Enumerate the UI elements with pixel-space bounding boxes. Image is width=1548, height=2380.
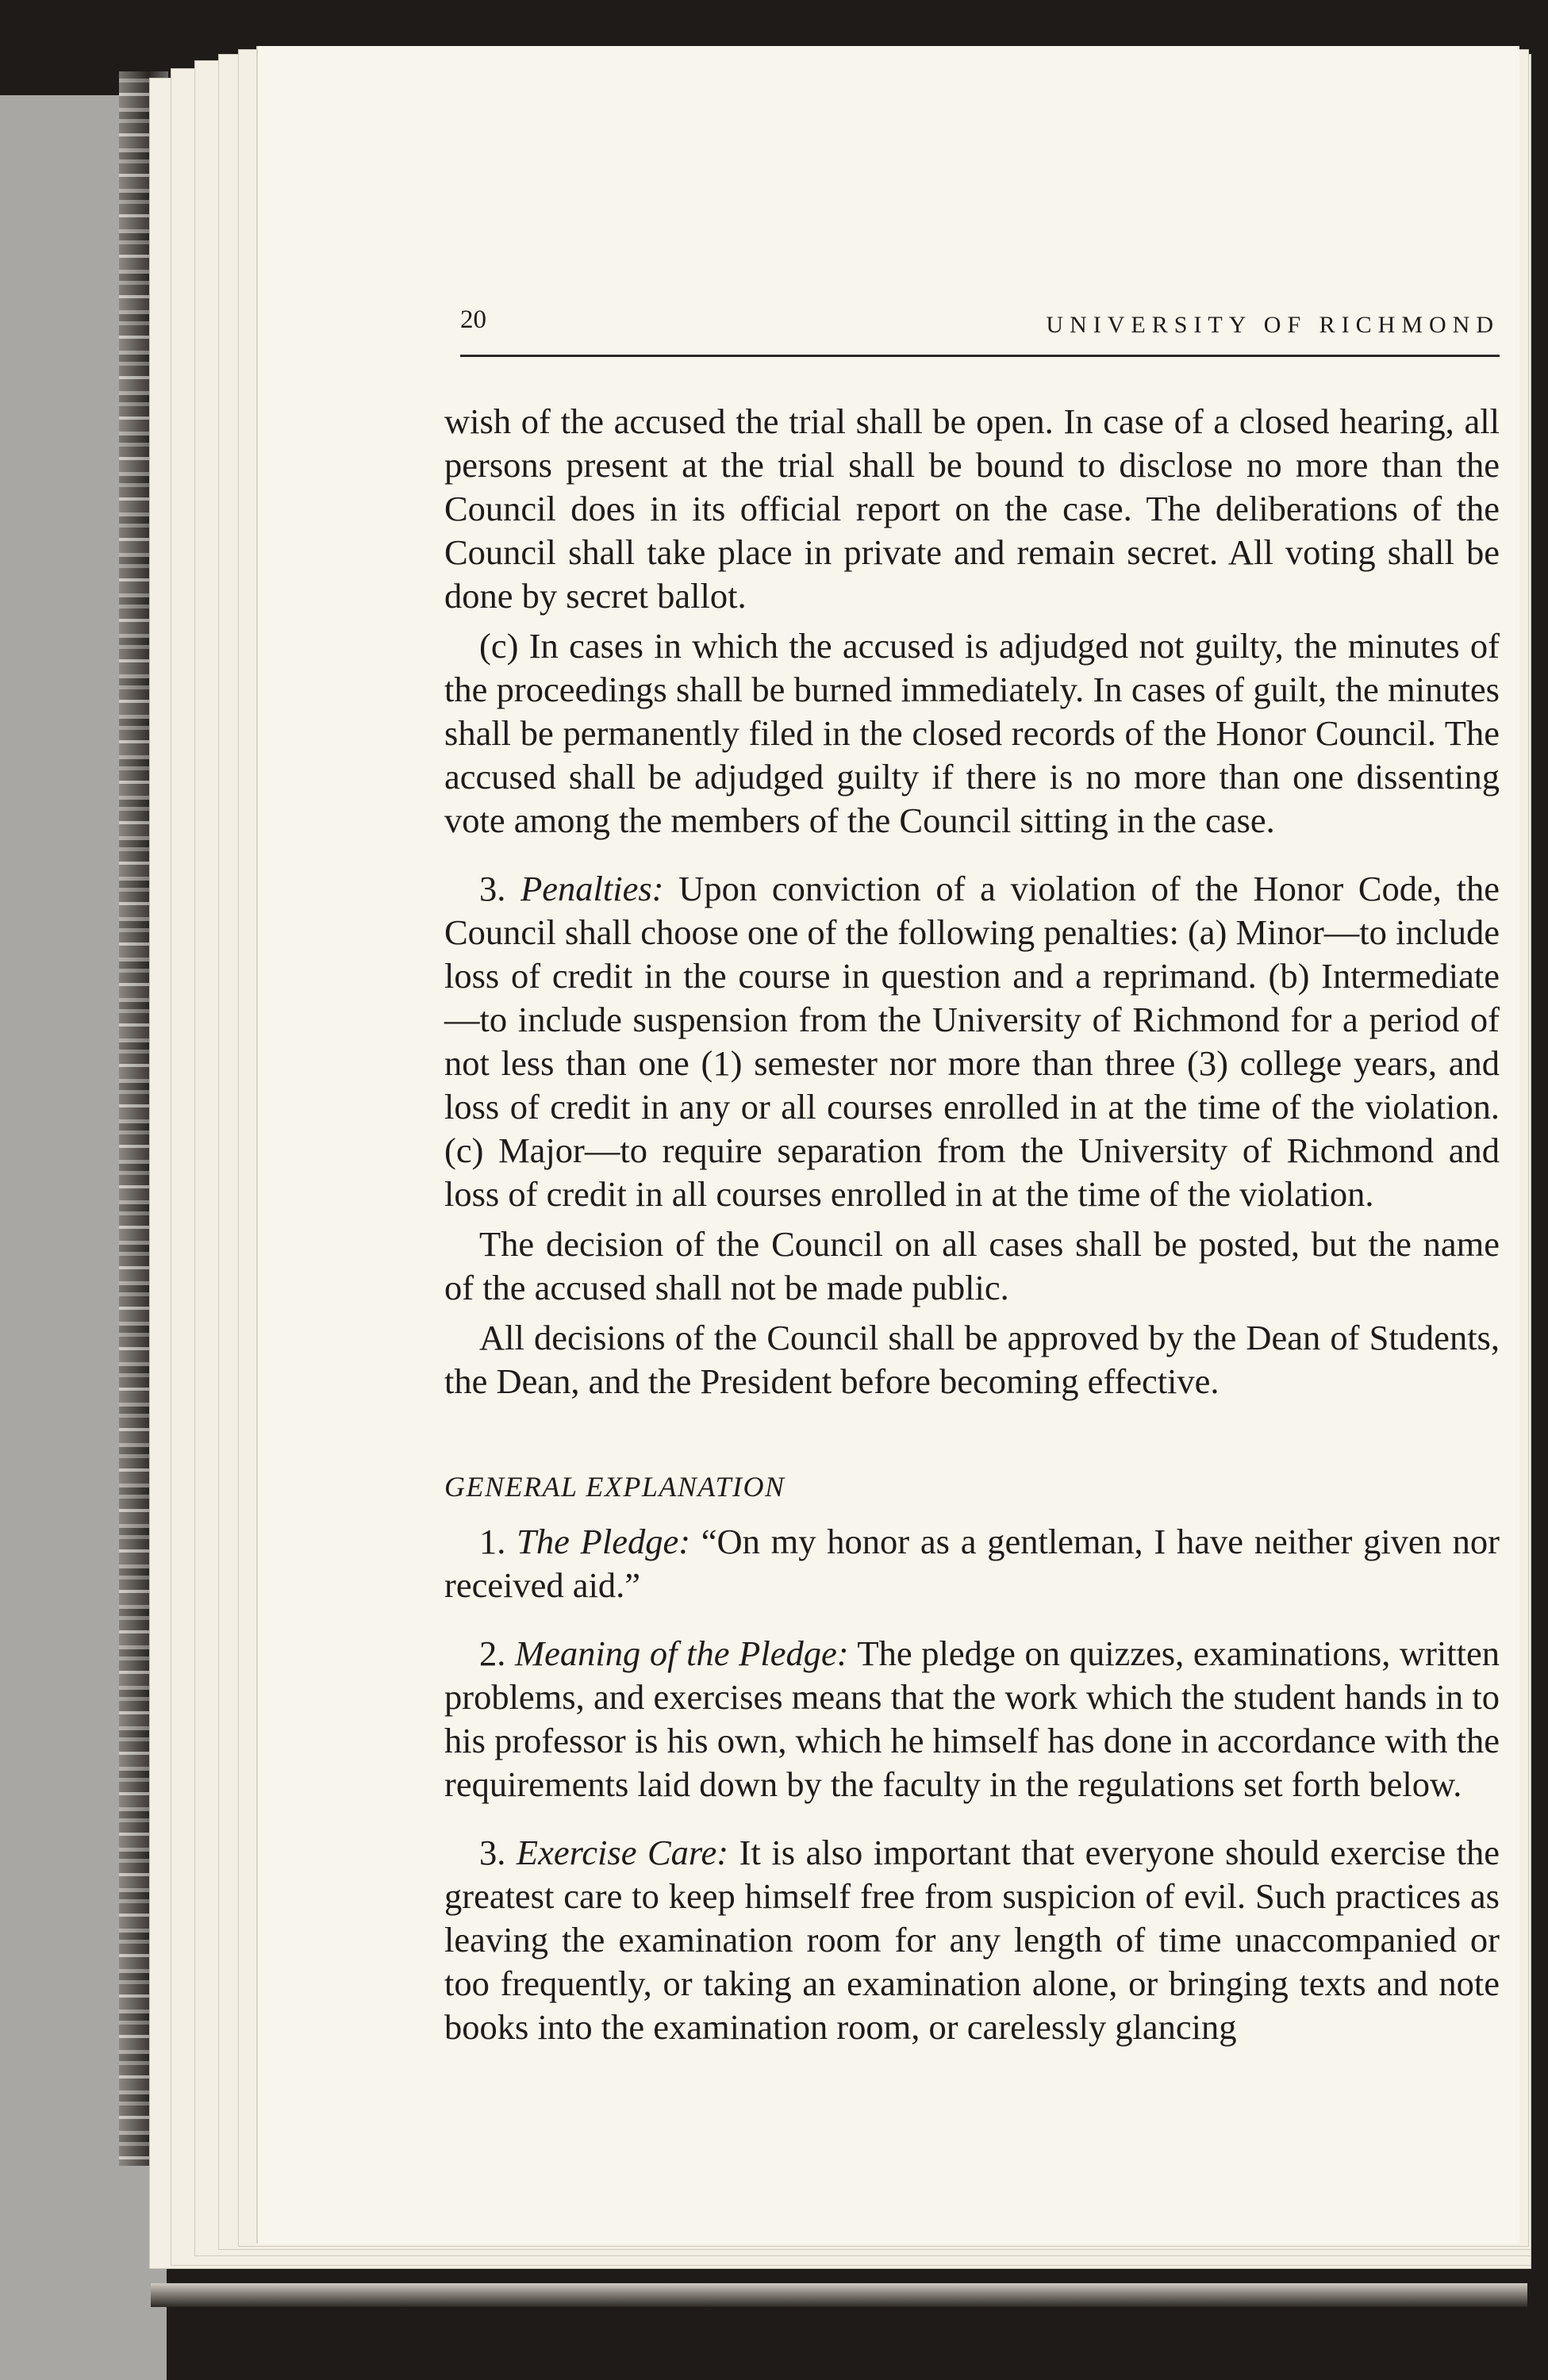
explanation-item [444,1831,1500,2049]
item-text: The pledge on quizzes, examinations, written problems, and exercises means that the work which the student hands in to his professor is his own, which he himself has done in accordance with the requirements laid down by the faculty in the regulations set forth below. [444,1633,1500,1804]
page-number: 20 [460,305,486,334]
item-number: 1. [479,1522,506,1561]
item-title: The Pledge: [517,1522,691,1561]
paragraph-penalties [444,867,1500,1216]
explanation-item [444,1632,1500,1806]
explanation-item [444,1520,1500,1607]
item-title: Meaning of the Pledge: [515,1633,849,1673]
paragraph: The decision of the Council on all cases shall be posted, but the name of the accused shall not be made public. [444,1224,1500,1307]
page-body [444,400,1500,2049]
page-stack-bottom [151,2283,1527,2307]
item-text: It is also important that everyone should exercise the greatest care to keep himself free from suspicion of evil. Such practices as leaving the examination room for any length of time unaccompanied or too frequently, or taking an examination alone, or bringing texts and note books into the examination room, or carelessly glancing [444,1833,1500,2047]
item-title: Exercise Care: [516,1833,729,1872]
item-text: “On my honor as a gentleman, I have neither given nor received aid.” [444,1522,1500,1605]
item-number: 3. [479,1833,506,1872]
item-text: Upon conviction of a violation of the Honor Code, the Council shall choose one of the following penalties: (a) Minor—to include loss of credit in the course in question and a reprimand. (b) Intermediate—to include suspension from the University of Richmond for a period of not less than one (1) semester nor more than three (3) college years, and loss of credit in any or all courses enrolled in at the time of the violation. (c) Major—to require separation from the University of Richmond and loss of credit in all courses enrolled in at the time of the violation. [444,869,1500,1214]
page-header [460,272,1500,357]
book-page [258,46,1519,2244]
item-title: Penalties: [520,869,664,908]
paragraph: All decisions of the Council shall be approved by the Dean of Students, the Dean, and the President before becoming effective. [444,1318,1500,1401]
item-number: 3. [479,869,506,908]
paragraph: (c) In cases in which the accused is adjudged not guilty, the minutes of the proceedings shall be burned immediately. In cases of guilt, the minutes shall be permanently filed in the closed records of the Honor Council. The accused shall be adjudged guilty if there is no more than one dissenting vote among the members of the Council sitting in the case. [444,626,1500,840]
item-number: 2. [479,1633,506,1673]
running-title: UNIVERSITY OF RICHMOND [1046,312,1500,338]
section-heading: GENERAL EXPLANATION [444,1471,786,1503]
paragraph: wish of the accused the trial shall be open. In case of a closed hearing, all persons present at the trial shall be bound to disclose no more than the Council does in its official report on the case. The deliberations of the Council shall take place in private and remain secret. All voting shall be done by secret ballot. [444,401,1500,616]
